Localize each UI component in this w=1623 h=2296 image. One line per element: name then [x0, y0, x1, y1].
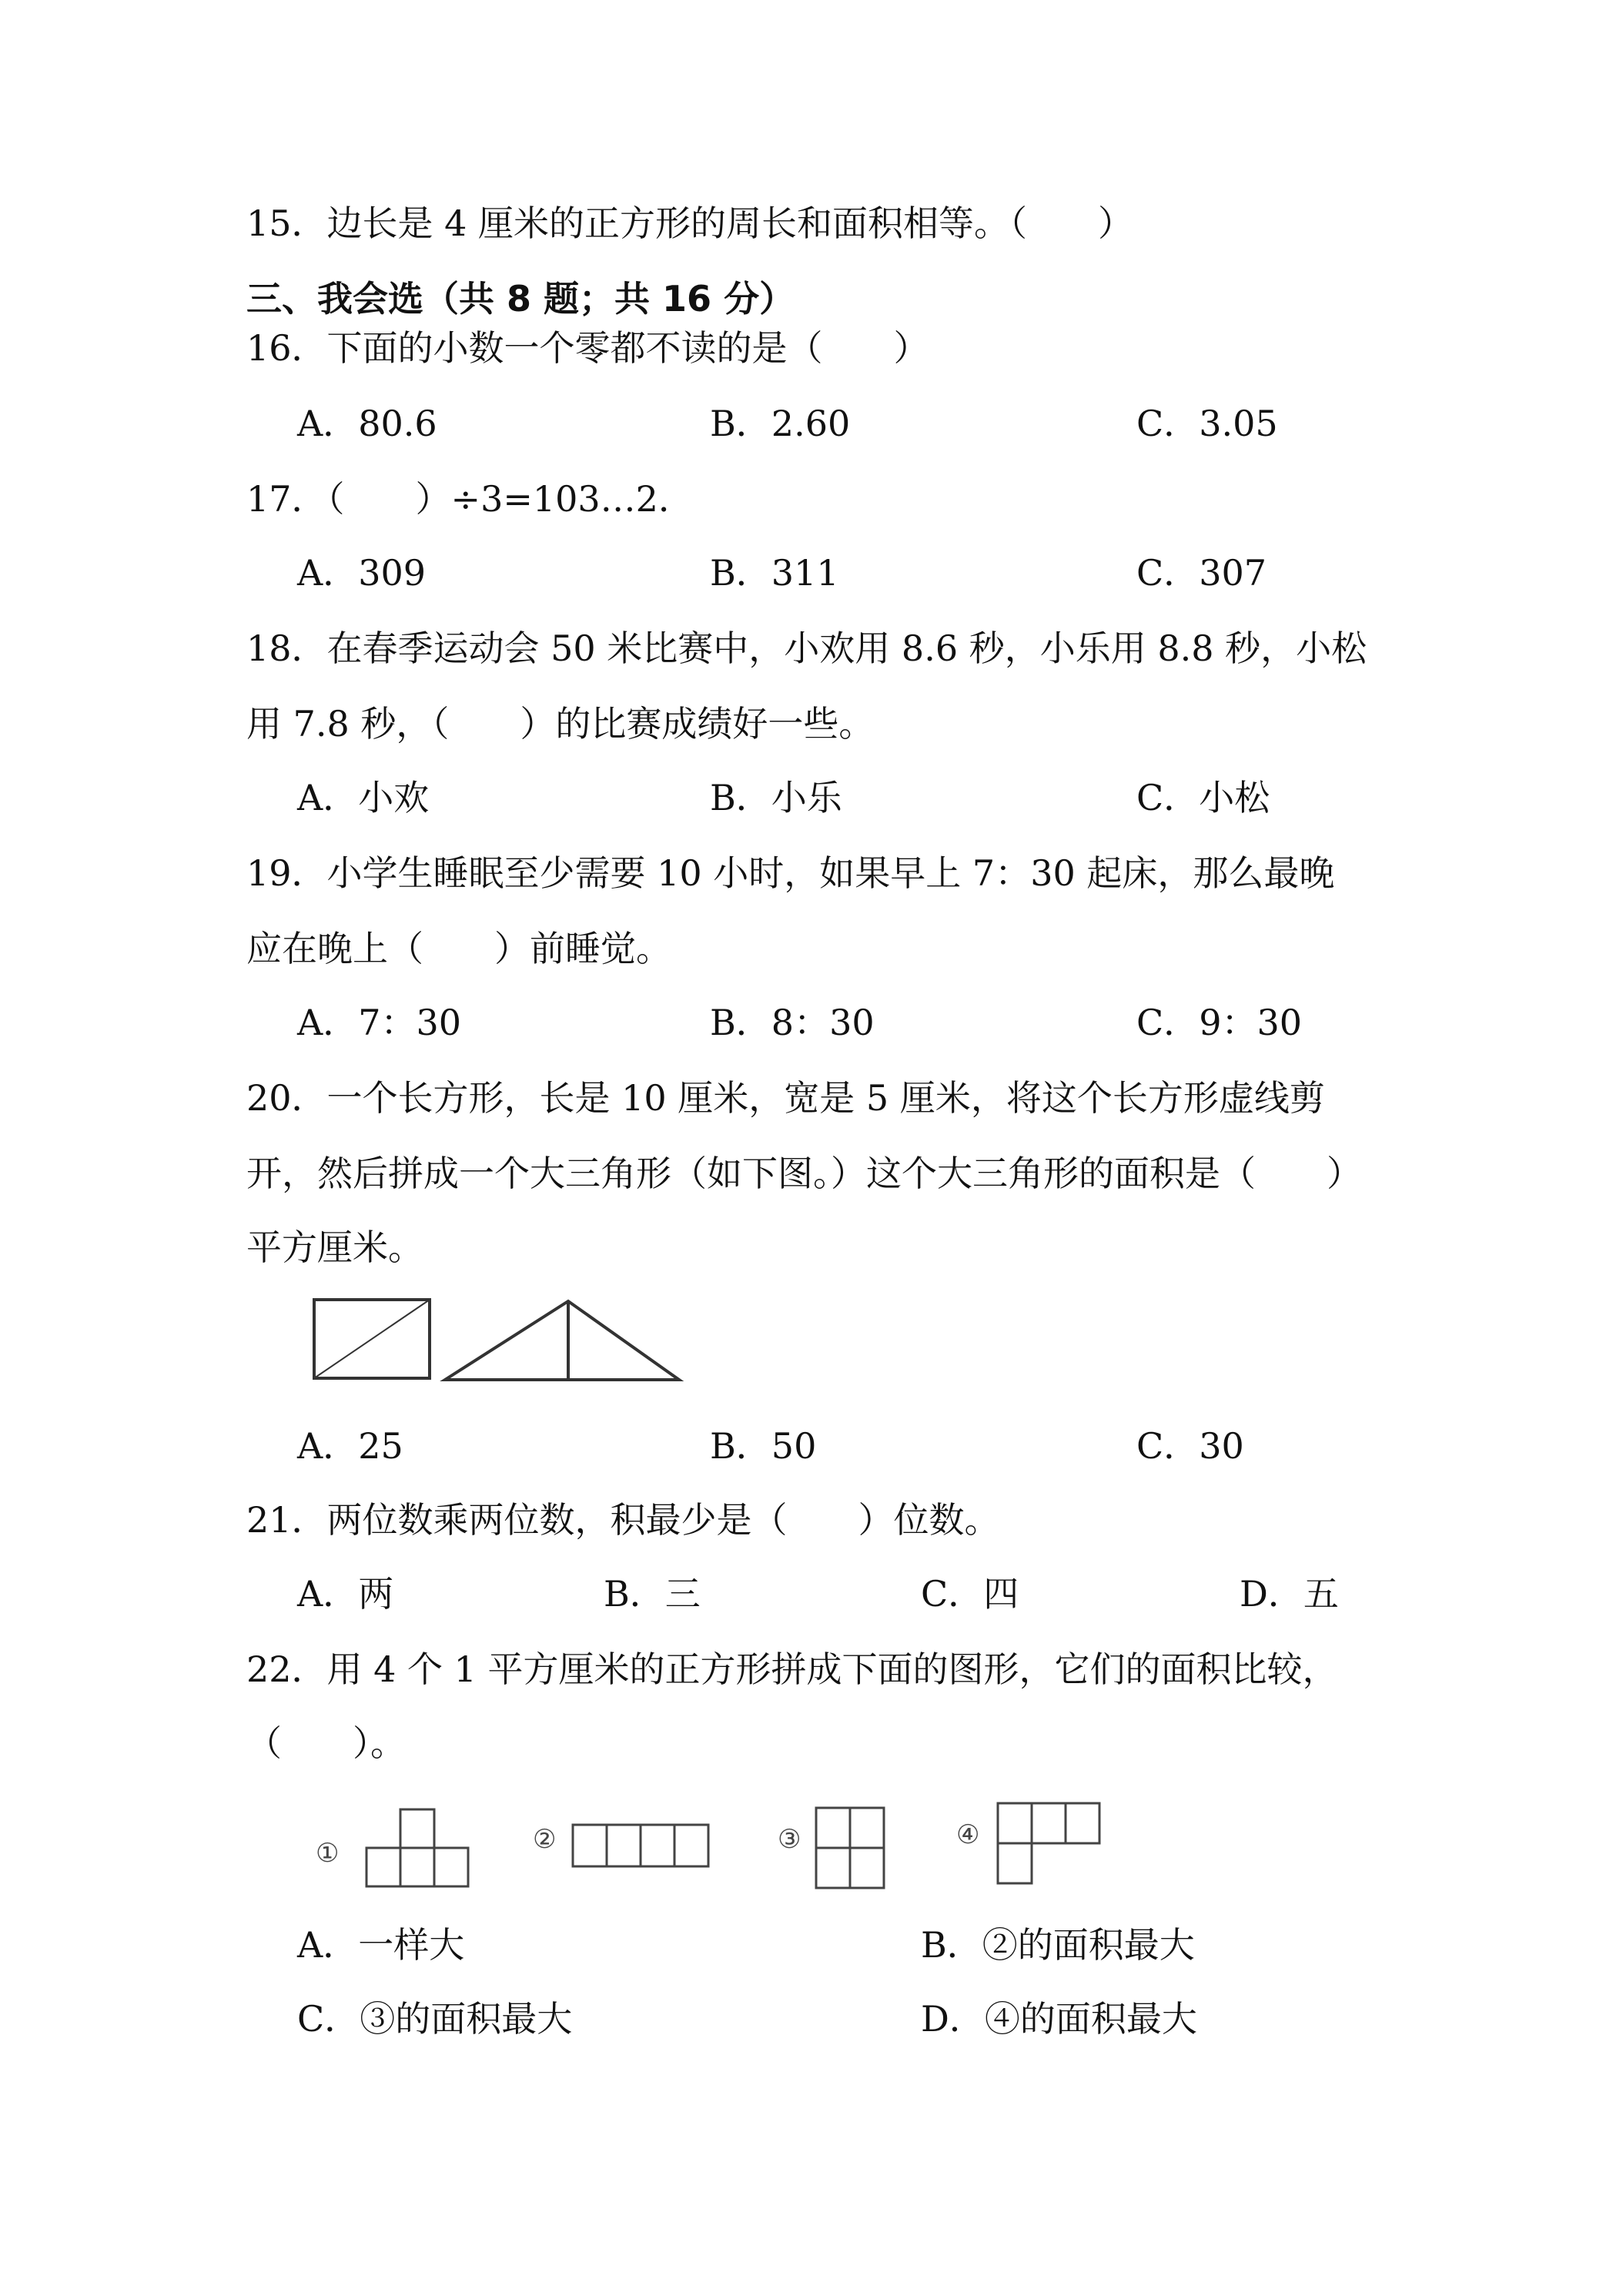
question-17: 17．（ ）÷3=103…2． [246, 478, 694, 520]
q22-fig4-square-1 [998, 1803, 1032, 1843]
question-19-line-1: 19．小学生睡眠至少需要 10 小时，如果早上 7：30 起床，那么最晚 [246, 852, 1335, 894]
question-15: 15．边长是 4 厘米的正方形的周长和面积相等。（ ） [246, 202, 1134, 244]
section-heading: 三、我会选（共 8 题；共 16 分） [246, 278, 795, 320]
q20-diagonal-cut [314, 1300, 430, 1378]
q22-fig1-square-right [434, 1848, 468, 1886]
q20-option-b[interactable]: B．50 [710, 1425, 817, 1467]
q22-fig4-square-3 [1066, 1803, 1099, 1843]
q22-fig4-square-2 [1032, 1803, 1066, 1843]
question-19-line-2: 应在晚上（ ）前睡觉。 [246, 928, 671, 969]
q17-option-b[interactable]: B．311 [710, 552, 839, 594]
q16-option-b[interactable]: B．2.60 [710, 403, 851, 444]
q22-figure-label-4: ④ [956, 1819, 980, 1850]
q22-figure-label-2: ② [533, 1824, 557, 1855]
q20-option-c[interactable]: C．30 [1136, 1425, 1244, 1467]
q20-figure [308, 1294, 693, 1394]
q21-option-b[interactable]: B．三 [604, 1573, 701, 1615]
question-21: 21．两位数乘两位数，积最少是（ ）位数。 [246, 1499, 1000, 1541]
q17-option-a[interactable]: A．309 [297, 552, 427, 594]
q22-fig2-square-3 [641, 1825, 674, 1866]
q22-fig2-square-2 [607, 1825, 641, 1866]
q22-figures [316, 1785, 1116, 1893]
q20-triangle [445, 1301, 679, 1380]
q19-option-a[interactable]: A．7：30 [297, 1002, 462, 1043]
question-22-line-2: （ ）。 [246, 1722, 406, 1764]
question-20-line-3: 平方厘米。 [246, 1227, 423, 1268]
q22-option-b[interactable]: B．②的面积最大 [921, 1924, 1195, 1966]
q22-fig1-square-left [366, 1848, 400, 1886]
q22-fig4-square-4 [998, 1843, 1032, 1883]
q22-fig3-square-4 [850, 1848, 884, 1888]
q22-option-c[interactable]: C．③的面积最大 [297, 1998, 573, 2040]
question-16: 16．下面的小数一个零都不读的是（ ） [246, 327, 929, 369]
q22-fig2-square-4 [674, 1825, 708, 1866]
q22-fig1-square-mid [400, 1848, 434, 1886]
q18-option-c[interactable]: C．小松 [1136, 777, 1270, 818]
question-18-line-1: 18．在春季运动会 50 米比赛中，小欢用 8.6 秒，小乐用 8.8 秒，小松 [246, 628, 1367, 669]
q22-fig3-square-2 [850, 1808, 884, 1848]
q22-fig1-square-top [400, 1809, 434, 1848]
q16-option-c[interactable]: C．3.05 [1136, 403, 1278, 444]
q19-option-b[interactable]: B．8：30 [710, 1002, 875, 1043]
q22-option-d[interactable]: D．④的面积最大 [921, 1998, 1197, 2040]
q18-option-b[interactable]: B．小乐 [710, 777, 842, 818]
q18-option-a[interactable]: A．小欢 [297, 777, 430, 818]
q19-option-c[interactable]: C．9：30 [1136, 1002, 1302, 1043]
q22-fig3-square-3 [816, 1848, 850, 1888]
q21-option-c[interactable]: C．四 [921, 1573, 1019, 1615]
question-22-line-1: 22．用 4 个 1 平方厘米的正方形拼成下面的图形，它们的面积比较， [246, 1648, 1338, 1690]
q22-figure-label-3: ③ [778, 1824, 801, 1855]
q21-option-a[interactable]: A．两 [297, 1573, 394, 1615]
question-20-line-1: 20．一个长方形，长是 10 厘米，宽是 5 厘米，将这个长方形虚线剪 [246, 1077, 1325, 1119]
question-18-line-2: 用 7.8 秒，（ ）的比赛成绩好一些。 [246, 703, 875, 745]
q17-option-c[interactable]: C．307 [1136, 552, 1267, 594]
q16-option-a[interactable]: A．80.6 [297, 403, 437, 444]
q22-fig2-square-1 [573, 1825, 607, 1866]
question-20-line-2: 开，然后拼成一个大三角形（如下图。）这个大三角形的面积是（ ） [246, 1153, 1362, 1194]
q21-option-d[interactable]: D．五 [1240, 1573, 1339, 1615]
q20-option-a[interactable]: A．25 [297, 1425, 403, 1467]
q22-option-a[interactable]: A．一样大 [297, 1924, 465, 1966]
q22-figure-label-1: ① [316, 1838, 340, 1869]
q22-fig3-square-1 [816, 1808, 850, 1848]
